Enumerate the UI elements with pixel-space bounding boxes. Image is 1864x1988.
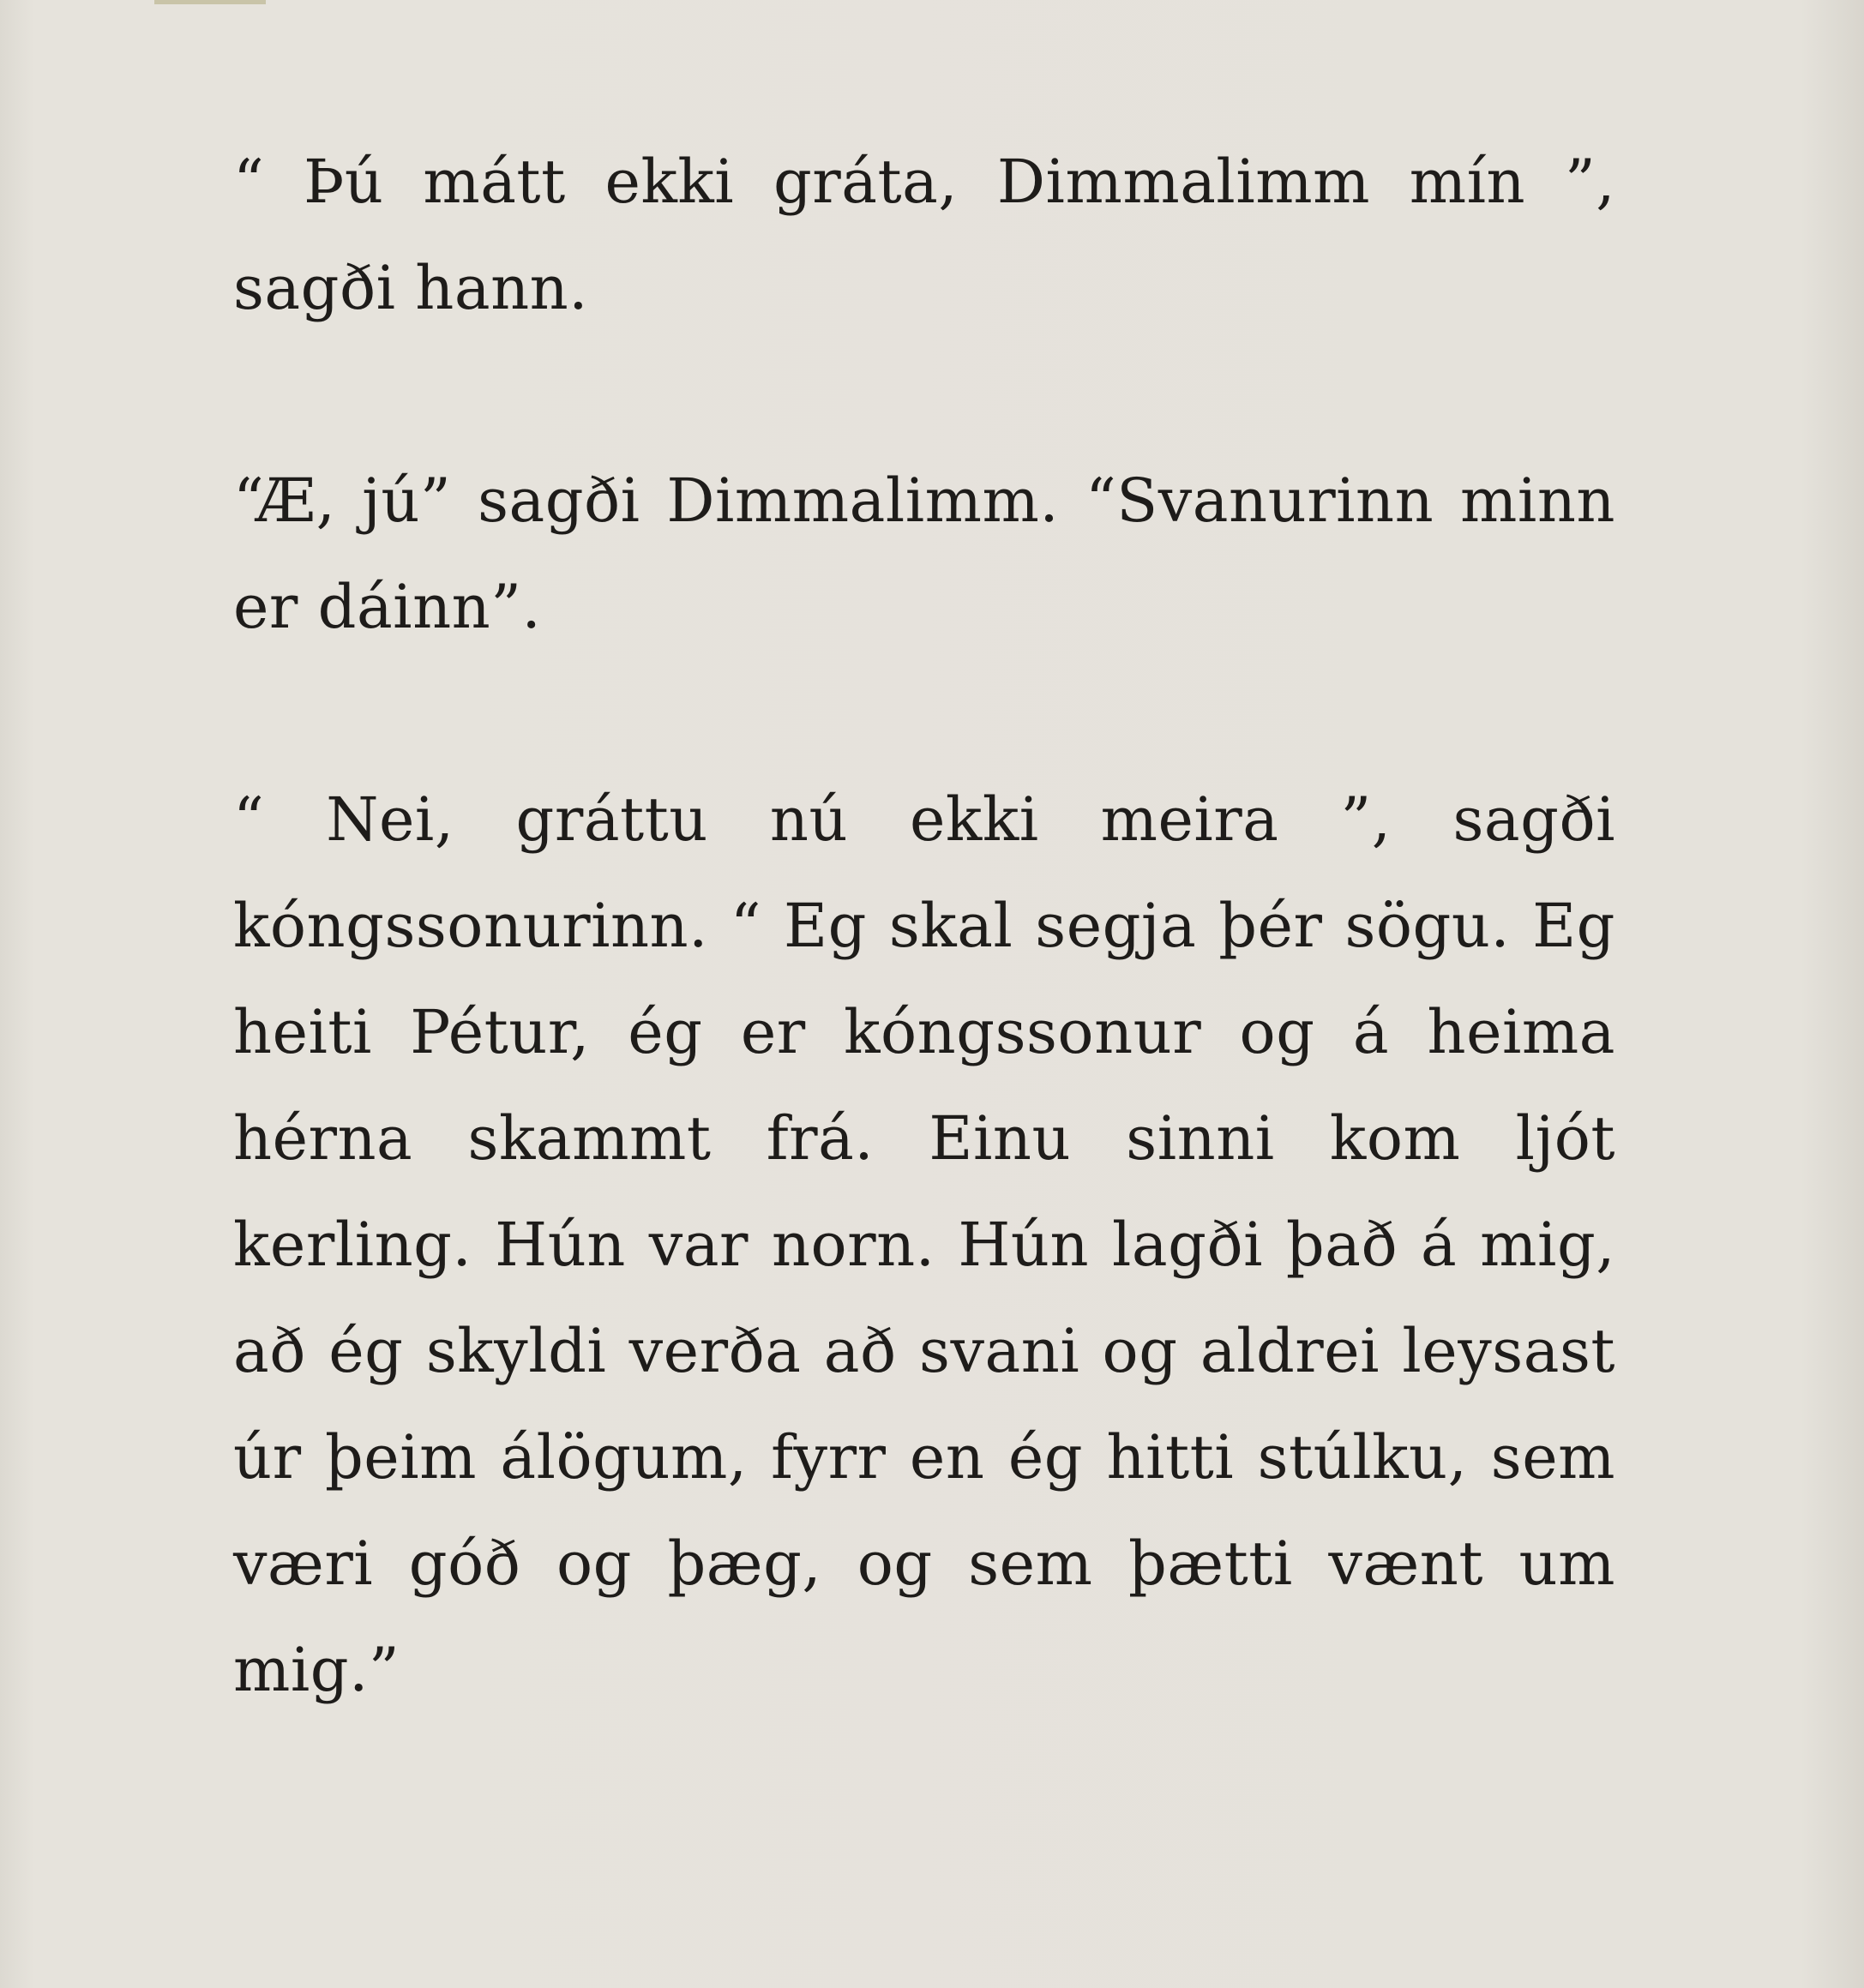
paragraph-1: “ Þú mátt ekki gráta, Dimmalimm mín ”, sagði hann. <box>233 147 1615 323</box>
story-text <box>233 129 1615 1723</box>
paragraph-3: “ Nei, gráttu nú ekki meira ”, sagði kóngssonurinn. “ Eg skal segja þér sögu. Eg heiti Pétur, ég er kóngssonur og á heima hérna skammt frá. Einu sinni kom ljót kerling. Hún var norn. Hún lagði það á mig, að ég skyldi verða að svani og aldrei leysast úr þeim álögum, fyrr en ég hitti stúlku, sem væri góð og þæg, og sem þætti vænt um mig.” <box>233 784 1615 1705</box>
paragraph-2: “Æ, jú” sagði Dimmalimm. “Svanurinn minn er dáinn”. <box>233 465 1615 642</box>
page-edge-mark <box>154 0 266 4</box>
